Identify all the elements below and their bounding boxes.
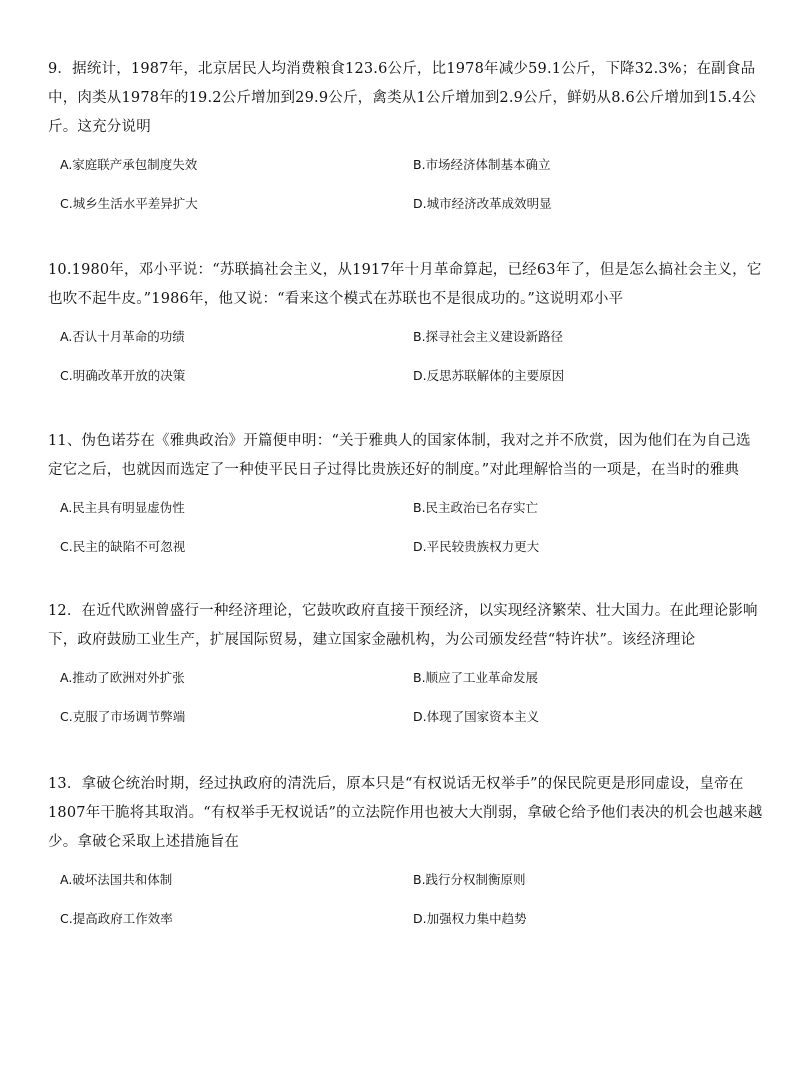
- answer-options: [48, 497, 764, 575]
- option-d[interactable]: D.反思苏联解体的主要原因: [413, 368, 565, 383]
- question-stem: 9．据统计，1987年，北京居民人均消费粮食123.6公斤，比1978年减少59.1公斤，下降32.3%；在副食品中，肉类从1978年的19.2公斤增加到29.9公斤，禽类从1公斤增加到2.9公斤，鲜奶从8.6公斤增加到15.4公斤。这充分说明: [48, 61, 757, 135]
- question-11: [48, 427, 764, 575]
- option-a[interactable]: A.民主具有明显虚伪性: [60, 500, 185, 515]
- option-c[interactable]: C.提高政府工作效率: [60, 911, 173, 926]
- option-d[interactable]: D.平民较贵族权力更大: [413, 539, 540, 554]
- question-stem: 13．拿破仑统治时期，经过执政府的清洗后，原本只是“有权说话无权举手”的保民院更是形同虚设，皇帝在1807年干脆将其取消。“有权举手无权说话”的立法院作用也被大大削弱，拿破仑给予他们表决的机会也越来越少。拿破仑采取上述措施旨在: [48, 776, 763, 850]
- question-stem: 11、伪色诺芬在《雅典政治》开篇便申明：“关于雅典人的国家体制，我对之并不欣赏，因为他们在为自己选定它之后，也就因而选定了一种使平民日子过得比贵族还好的制度。”对此理解恰当的一项是，在当时的雅典: [48, 433, 751, 478]
- answer-options: [48, 869, 764, 947]
- option-row: [48, 365, 764, 404]
- option-a[interactable]: A.否认十月革命的功绩: [60, 329, 185, 344]
- question-stem: 12．在近代欧洲曾盛行一种经济理论，它鼓吹政府直接干预经济，以实现经济繁荣、壮大国力。在此理论影响下，政府鼓励工业生产，扩展国际贸易，建立国家金融机构，为公司颁发经营“特许状”。该经济理论: [48, 603, 758, 648]
- option-b[interactable]: B.践行分权制衡原则: [413, 872, 526, 887]
- option-row: [48, 326, 764, 365]
- option-b[interactable]: B.市场经济体制基本确立: [413, 157, 551, 172]
- question-13: [48, 770, 764, 947]
- question-stem: 10.1980年，邓小平说：“苏联搞社会主义，从1917年十月革命算起，已经63年了，但是怎么搞社会主义，它也吹不起牛皮。”1986年，他又说：“看来这个模式在苏联也不是很成功的。”这说明邓小平: [48, 262, 762, 307]
- option-d[interactable]: D.加强权力集中趋势: [413, 911, 527, 926]
- option-row: [48, 536, 764, 575]
- option-row: [48, 667, 764, 706]
- option-d[interactable]: D.城市经济改革成效明显: [413, 196, 552, 211]
- answer-options: [48, 326, 764, 404]
- option-row: [48, 154, 764, 193]
- answer-options: [48, 667, 764, 745]
- question-9: [48, 55, 764, 232]
- option-row: [48, 497, 764, 536]
- option-a[interactable]: A.家庭联产承包制度失效: [60, 157, 198, 172]
- option-a[interactable]: A.推动了欧洲对外扩张: [60, 670, 185, 685]
- option-c[interactable]: C.城乡生活水平差异扩大: [60, 196, 198, 211]
- option-c[interactable]: C.克服了市场调节弊端: [60, 709, 186, 724]
- option-row: [48, 908, 764, 947]
- question-12: [48, 597, 764, 745]
- answer-options: [48, 154, 764, 232]
- option-b[interactable]: B.探寻社会主义建设新路径: [413, 329, 564, 344]
- question-10: [48, 256, 764, 404]
- option-row: [48, 193, 764, 232]
- option-c[interactable]: C.明确改革开放的决策: [60, 368, 186, 383]
- option-c[interactable]: C.民主的缺陷不可忽视: [60, 539, 186, 554]
- option-b[interactable]: B.顺应了工业革命发展: [413, 670, 539, 685]
- option-row: [48, 869, 764, 908]
- option-b[interactable]: B.民主政治已名存实亡: [413, 500, 539, 515]
- option-row: [48, 706, 764, 745]
- option-d[interactable]: D.体现了国家资本主义: [413, 709, 540, 724]
- option-a[interactable]: A.破坏法国共和体制: [60, 872, 173, 887]
